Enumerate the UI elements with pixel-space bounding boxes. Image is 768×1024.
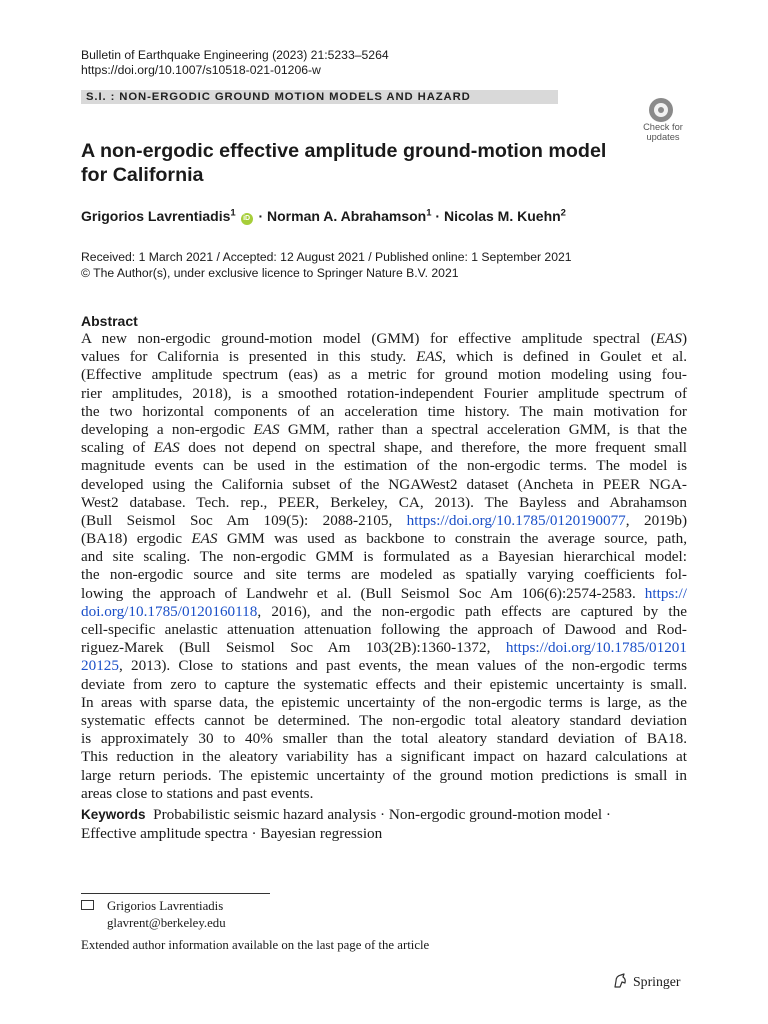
- journal-header: [81, 48, 389, 78]
- abstract-line: riguez-Marek (Bull Seismol Soc Am 103(2B):1360-1372, https://doi.org/10.1785/01201: [81, 639, 687, 657]
- title-line-2: for California: [81, 164, 204, 186]
- abstract-line: systematic effects cannot be determined. The non-ergodic total aleatory standard deviation: [81, 711, 687, 729]
- abstract-line: (BA18) ergodic EAS GMM was used as backbone to constrain the average source, path,: [81, 530, 687, 548]
- abstract-line: the non-ergodic source and site terms are modeled as spatially varying coefficients fol-: [81, 566, 687, 584]
- article-doi[interactable]: https://doi.org/10.1007/s10518-021-01206-w: [81, 63, 321, 77]
- publication-dates: [81, 249, 572, 281]
- author-separator: ·: [258, 208, 264, 224]
- abstract-line: developed using the California subset of the NGAWest2 dataset (Ancheta in PEER NGA-: [81, 475, 687, 493]
- abstract-line: scaling of EAS does not depend on spectral shape, and therefore, the more frequent small: [81, 439, 688, 457]
- abstract-line: developing a non-ergodic EAS GMM, rather than a spectral acceleration GMM, is that the: [81, 420, 687, 438]
- corresponding-author: [81, 898, 226, 931]
- author-name[interactable]: Grigorios Lavrentiadis: [81, 208, 231, 224]
- orcid-icon[interactable]: iD: [241, 213, 253, 225]
- author-name[interactable]: Norman A. Abrahamson: [267, 208, 427, 224]
- publisher-logo: [612, 973, 681, 991]
- article-title: [81, 139, 621, 187]
- title-line-1: A non-ergodic effective amplitude ground-motion model: [81, 140, 607, 162]
- abstract-line: 20125, 2013). Close to stations and past events, the mean values of the non-ergodic terms: [81, 657, 687, 675]
- abstract-line: In areas with sparse data, the epistemic uncertainty of the non-ergodic terms is large, as the: [81, 693, 687, 711]
- journal-citation: Bulletin of Earthquake Engineering (2023) 21:5233–5264: [81, 48, 389, 62]
- check-for-updates-badge[interactable]: [637, 98, 689, 144]
- abstract-line: This reduction in the aleatory variability has a significant impact on hazard calculations at: [81, 748, 687, 766]
- dates-line: Received: 1 March 2021 / Accepted: 12 August 2021 / Published online: 1 September 2021: [81, 250, 572, 264]
- abstract-line: values for California is presented in this study. EAS, which is defined in Goulet et al.: [81, 348, 687, 366]
- copyright-line: © The Author(s), under exclusive licence to Springer Nature B.V. 2021: [81, 266, 459, 280]
- affiliation-marker: 1: [426, 207, 432, 219]
- abstract-line: and site scaling. The non-ergodic GMM is formulated as a Bayesian hierarchical model:: [81, 548, 687, 566]
- author-separator: ·: [435, 208, 441, 224]
- badge-text: [637, 122, 689, 142]
- abstract-line: large return periods. The epistemic uncertainty of the ground motion predictions is small in: [81, 766, 687, 784]
- affiliation-marker: 2: [560, 207, 566, 219]
- footnote-rule: [81, 893, 270, 894]
- abstract-line: areas close to stations and past events.: [81, 784, 314, 802]
- abstract-line: (Bull Seismol Soc Am 109(5): 2088-2105, https://doi.org/10.1785/0120190077, 2019b): [81, 511, 687, 529]
- update-check-icon: [649, 98, 673, 122]
- abstract-body: [81, 330, 687, 803]
- abstract-line: lowing the approach of Landwehr et al. (Bull Seismol Soc Am 106(6):2574-2583. https://: [81, 584, 687, 602]
- abstract-line: the two horizontal components of an acceleration time history. The main motivation for: [81, 402, 687, 420]
- abstract-line: doi.org/10.1785/0120160118, 2016), and the non-ergodic path effects are captured by the: [81, 602, 687, 620]
- abstract-line: West2 database. Tech. rep., PEER, Berkeley, CA, 2013). The Bayless and Abrahamson: [81, 493, 687, 511]
- corresponding-name: Grigorios Lavrentiadis: [107, 899, 224, 913]
- keywords-line-2: Effective amplitude spectra · Bayesian regression: [81, 824, 383, 842]
- abstract-line: is approximately 30 to 40% smaller than the total aleatory standard deviation of BA18.: [81, 730, 687, 748]
- abstract-line: cell-specific anelastic attenuation attenuation following the approach of Dawood and Rod-: [81, 621, 687, 638]
- publisher-name: Springer: [633, 974, 681, 989]
- envelope-icon: [81, 900, 94, 910]
- badge-line-2: updates: [646, 132, 680, 142]
- springer-horse-icon: [612, 973, 628, 989]
- abstract-line: rier amplitudes, 2018), is a smoothed rotation-independent Fourier amplitude spectrum of: [81, 384, 687, 402]
- keywords-label: Keywords: [81, 807, 146, 822]
- author-list: [81, 207, 641, 225]
- keywords: [81, 806, 687, 843]
- author-name[interactable]: Nicolas M. Kuehn: [443, 208, 561, 224]
- extended-author-info: Extended author information available on the last page of the article: [81, 938, 430, 952]
- section-label: S.I. : NON-ERGODIC GROUND MOTION MODELS AND HAZARD: [86, 91, 471, 103]
- badge-line-1: Check for: [643, 122, 683, 132]
- keywords-line-1: Probabilistic seismic hazard analysis · Non-ergodic ground-motion model ·: [153, 806, 611, 823]
- abstract-line: deviate from zero to capture the systematic effects and their epistemic uncertainty is small.: [81, 675, 687, 693]
- abstract-heading: Abstract: [81, 313, 138, 329]
- abstract-line: magnitude events can be used in the estimation of the non-ergodic terms. The model is: [81, 457, 687, 475]
- abstract-line: A new non-ergodic ground-motion model (GMM) for effective amplitude spectral (EAS): [81, 330, 687, 347]
- affiliation-marker: 1: [230, 207, 236, 219]
- corresponding-email[interactable]: glavrent@berkeley.edu: [107, 915, 226, 930]
- abstract-line: (Effective amplitude spectrum (eas) as a metric for ground motion modeling using fou-: [81, 366, 687, 384]
